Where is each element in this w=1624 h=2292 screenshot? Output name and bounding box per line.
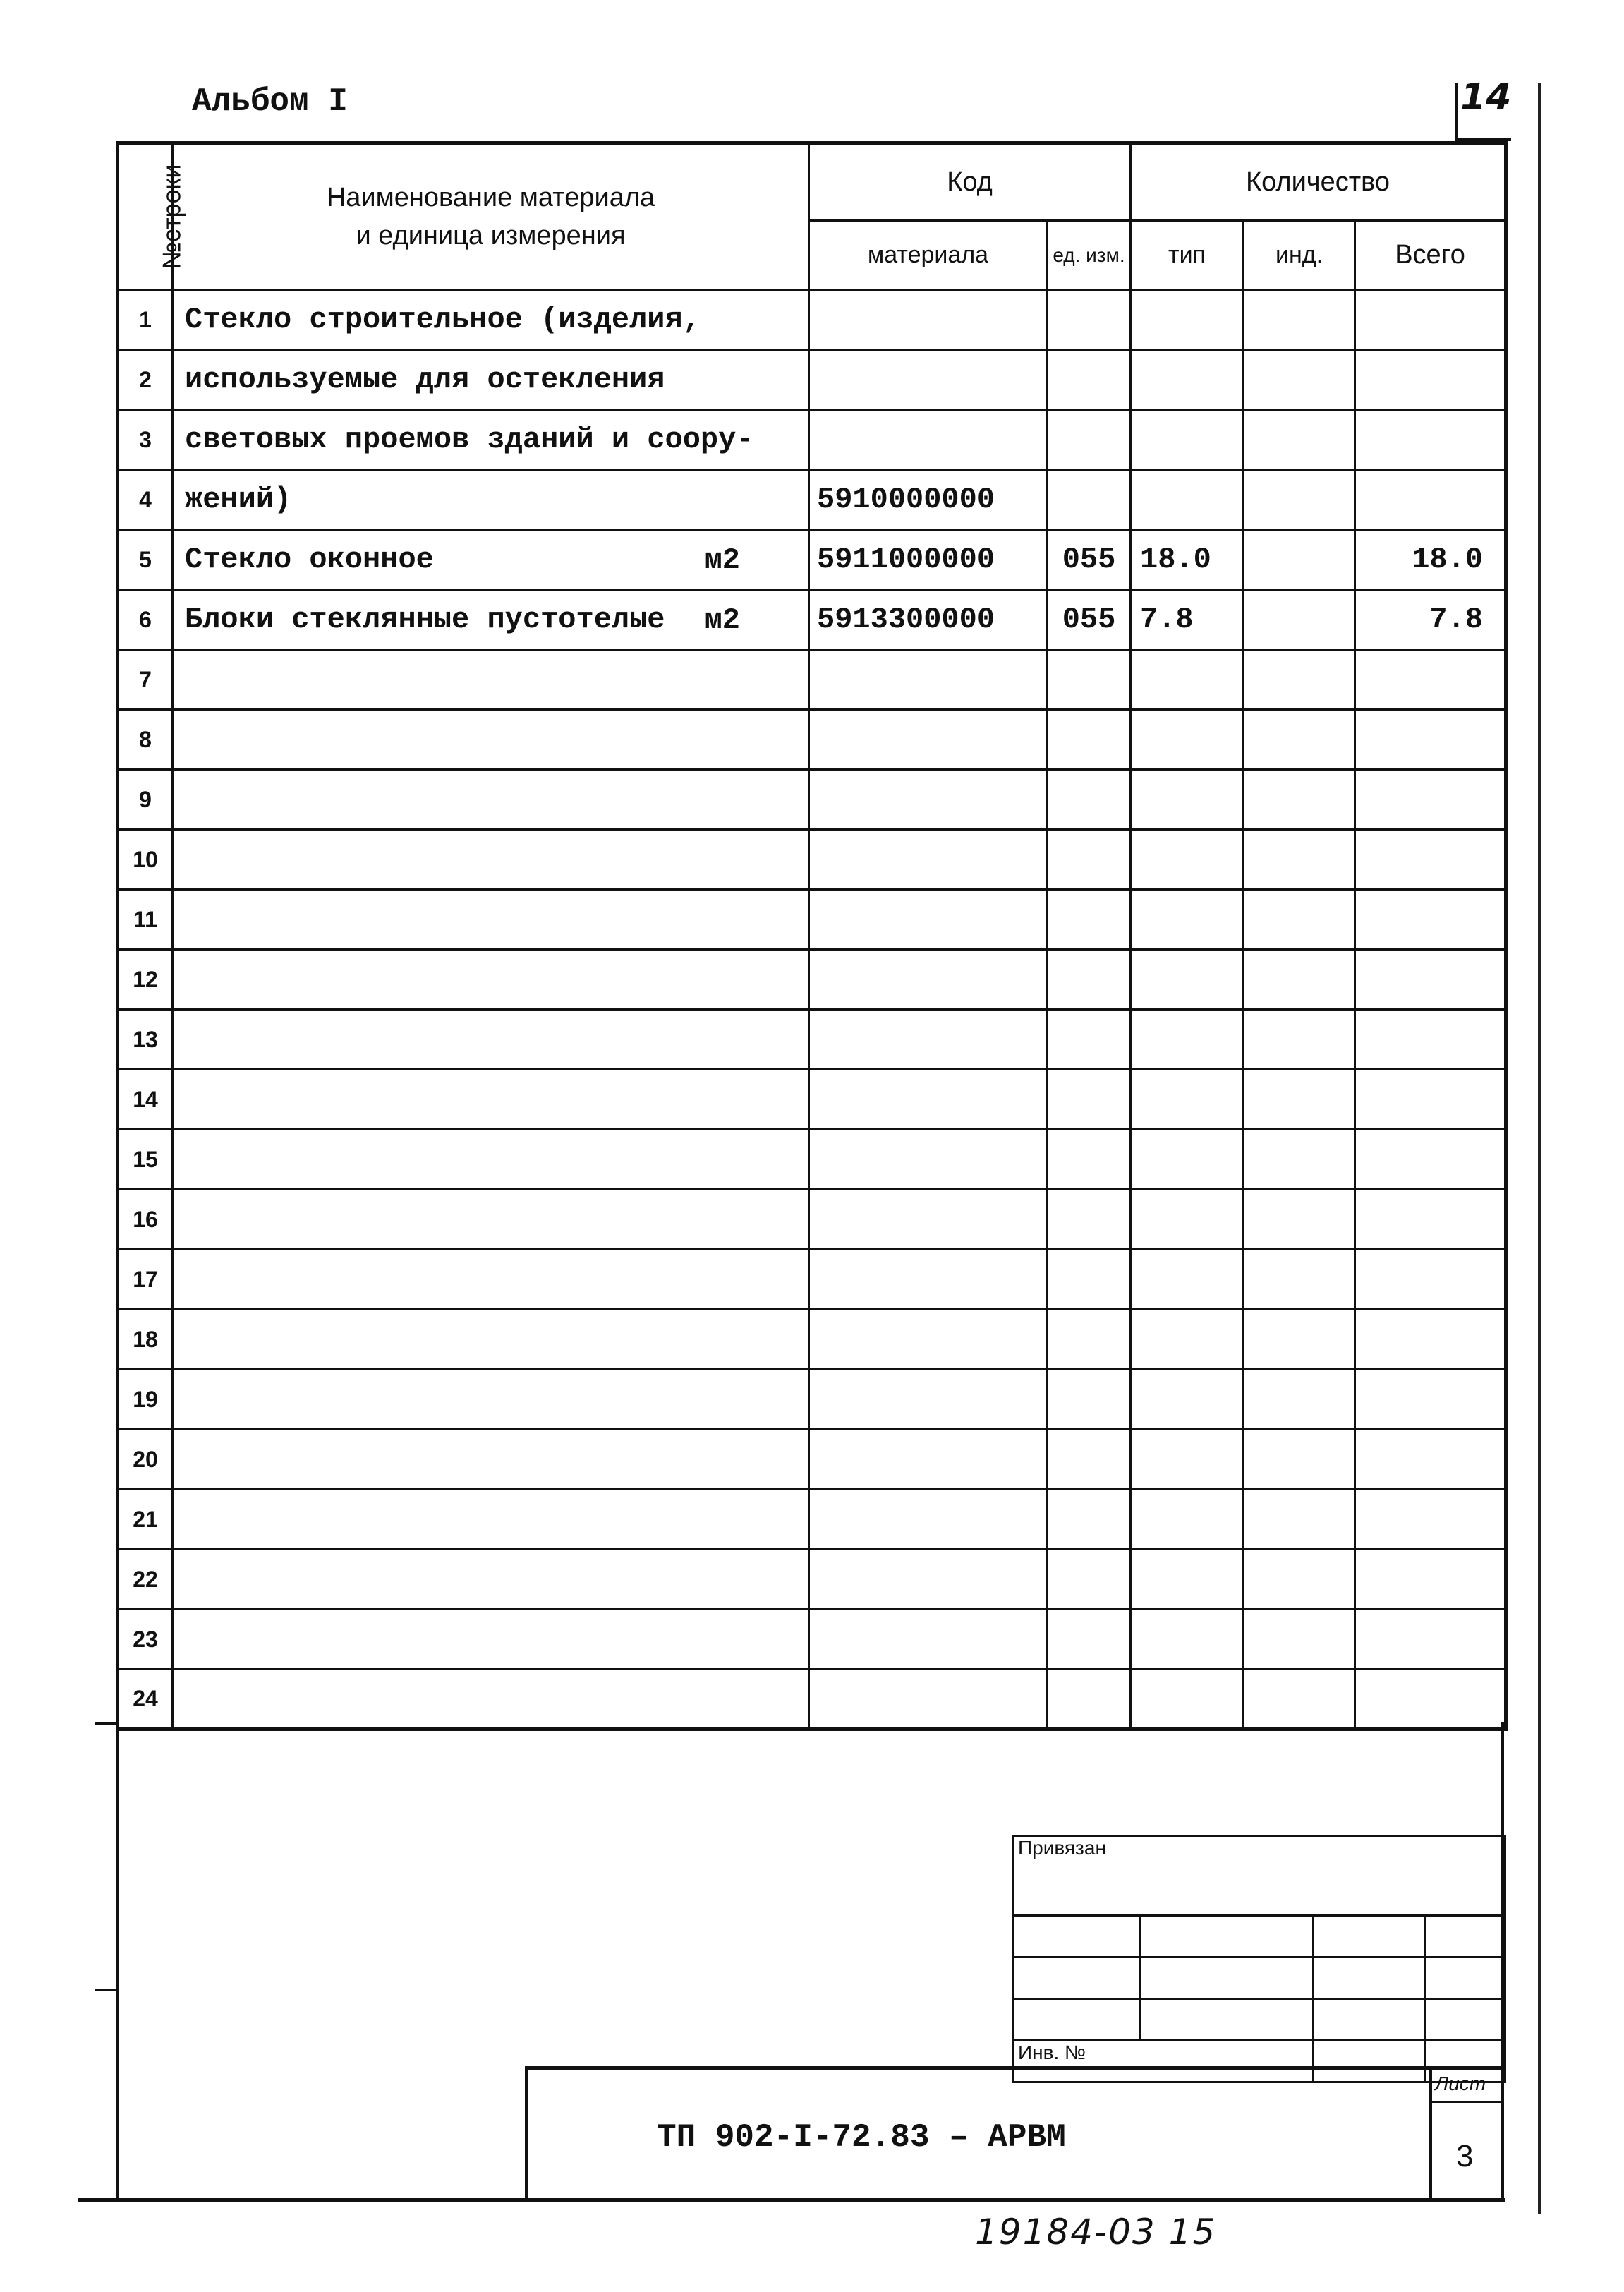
qty-ind-cell — [1244, 1430, 1355, 1490]
qty-total-cell — [1355, 950, 1506, 1010]
row-number-cell: 14 — [118, 1070, 173, 1130]
unit-code-cell — [1048, 950, 1131, 1010]
row-number-cell: 9 — [118, 770, 173, 830]
linked-label: Привязан — [1013, 1836, 1505, 1916]
qty-total-cell — [1355, 830, 1506, 890]
row-number-cell: 8 — [118, 710, 173, 770]
material-code-cell — [809, 890, 1048, 950]
material-code-cell — [809, 650, 1048, 710]
table-row — [118, 1610, 1506, 1670]
frame-line — [116, 1722, 119, 2202]
row-number-cell: 20 — [118, 1430, 173, 1490]
material-code-cell — [809, 830, 1048, 890]
qty-ind-cell — [1244, 590, 1355, 650]
material-code-cell: 5911000000 — [809, 530, 1048, 590]
table-row — [118, 890, 1506, 950]
code-unit-header: ед. изм. — [1048, 221, 1131, 290]
table-row — [118, 530, 1506, 590]
unit-code-cell — [1048, 1610, 1131, 1670]
table-row — [118, 770, 1506, 830]
qty-ind-cell — [1244, 890, 1355, 950]
table-row — [118, 1010, 1506, 1070]
table-row — [118, 1370, 1506, 1430]
table-row — [118, 1070, 1506, 1130]
unit-code-cell — [1048, 1370, 1131, 1430]
qty-type-cell — [1131, 1610, 1244, 1670]
qty-total-cell — [1355, 1430, 1506, 1490]
qty-total-cell — [1355, 470, 1506, 530]
title-block — [525, 2066, 1504, 2202]
unit-code-cell — [1048, 1250, 1131, 1310]
qty-ind-cell — [1244, 710, 1355, 770]
material-code-cell: 5913300000 — [809, 590, 1048, 650]
table-row — [118, 350, 1506, 410]
qty-type-cell — [1131, 1550, 1244, 1610]
qty-type-cell — [1131, 410, 1244, 470]
material-name-cell: жений) — [173, 470, 809, 530]
unit-code-cell — [1048, 650, 1131, 710]
inventory-label: Инв. № — [1013, 2041, 1314, 2082]
binding-mark — [95, 1989, 119, 1991]
row-number-cell: 2 — [118, 350, 173, 410]
album-title: Альбом I — [192, 83, 348, 120]
qty-type-cell — [1131, 890, 1244, 950]
sheet-box — [1429, 2070, 1504, 2202]
qty-type-cell — [1131, 1190, 1244, 1250]
qty-total-cell — [1355, 1370, 1506, 1430]
material-name-cell — [173, 1010, 809, 1070]
row-number-cell: 18 — [118, 1310, 173, 1370]
unit-code-cell — [1048, 1310, 1131, 1370]
table-row — [118, 590, 1506, 650]
quantity-group-header: Количество — [1131, 143, 1506, 221]
qty-total-cell — [1355, 1190, 1506, 1250]
qty-ind-cell — [1244, 530, 1355, 590]
qty-type-cell — [1131, 950, 1244, 1010]
row-number-cell: 15 — [118, 1130, 173, 1190]
qty-type-cell — [1131, 470, 1244, 530]
qty-ind-cell — [1244, 1370, 1355, 1430]
qty-type-cell: 18.0 — [1131, 530, 1244, 590]
binding-mark — [95, 1722, 119, 1725]
unit-code-cell — [1048, 770, 1131, 830]
qty-ind-cell — [1244, 1670, 1355, 1730]
table-row — [118, 1310, 1506, 1370]
qty-type-cell — [1131, 350, 1244, 410]
row-number-cell: 24 — [118, 1670, 173, 1730]
row-number-cell: 12 — [118, 950, 173, 1010]
unit-code-cell — [1048, 290, 1131, 350]
qty-type-cell — [1131, 830, 1244, 890]
qty-total-cell — [1355, 1310, 1506, 1370]
material-code-cell — [809, 1670, 1048, 1730]
qty-ind-cell — [1244, 290, 1355, 350]
row-number-cell: 22 — [118, 1550, 173, 1610]
material-code-cell — [809, 1310, 1048, 1370]
qty-type-cell — [1131, 1070, 1244, 1130]
unit-code-cell — [1048, 1550, 1131, 1610]
qty-type-cell — [1131, 1010, 1244, 1070]
row-number-cell: 6 — [118, 590, 173, 650]
unit-of-measure: м2 — [704, 543, 740, 577]
unit-code-cell — [1048, 410, 1131, 470]
table-row — [118, 830, 1506, 890]
qty-ind-cell — [1244, 1130, 1355, 1190]
qty-total-cell — [1355, 1490, 1506, 1550]
document-code: ТП 902-I-72.83 – АРВМ — [657, 2119, 1066, 2156]
table-row — [118, 290, 1506, 350]
code-group-header: Код — [809, 143, 1131, 221]
unit-code-cell — [1048, 350, 1131, 410]
material-code-cell: 5910000000 — [809, 470, 1048, 530]
qty-ind-cell — [1244, 1310, 1355, 1370]
table-row — [118, 650, 1506, 710]
unit-code-cell — [1048, 1490, 1131, 1550]
qty-total-cell — [1355, 890, 1506, 950]
material-name-cell — [173, 1670, 809, 1730]
code-material-header: материала — [809, 221, 1048, 290]
material-code-cell — [809, 410, 1048, 470]
table-row — [118, 1130, 1506, 1190]
qty-type-cell — [1131, 290, 1244, 350]
unit-code-cell: 055 — [1048, 530, 1131, 590]
qty-total-cell — [1355, 290, 1506, 350]
table-row — [118, 710, 1506, 770]
unit-code-cell — [1048, 710, 1131, 770]
material-code-cell — [809, 1190, 1048, 1250]
material-code-cell — [809, 1610, 1048, 1670]
row-number-cell: 1 — [118, 290, 173, 350]
qty-type-cell — [1131, 1670, 1244, 1730]
qty-type-header: тип — [1131, 221, 1244, 290]
material-name-cell — [173, 1190, 809, 1250]
table-row — [118, 1250, 1506, 1310]
unit-code-cell — [1048, 1010, 1131, 1070]
qty-type-cell — [1131, 1130, 1244, 1190]
material-name-cell — [173, 1370, 809, 1430]
qty-type-cell — [1131, 1490, 1244, 1550]
qty-ind-cell — [1244, 1190, 1355, 1250]
qty-type-cell — [1131, 650, 1244, 710]
row-number-cell: 3 — [118, 410, 173, 470]
sheet-number: 3 — [1456, 2139, 1474, 2173]
qty-total-cell — [1355, 1010, 1506, 1070]
material-name-cell: световых проемов зданий и соору- — [173, 410, 809, 470]
linked-stamp-table — [1012, 1835, 1506, 2083]
qty-ind-cell — [1244, 770, 1355, 830]
unit-code-cell — [1048, 1190, 1131, 1250]
table-row — [118, 470, 1506, 530]
material-name-cell — [173, 1490, 809, 1550]
qty-type-cell — [1131, 770, 1244, 830]
unit-code-cell — [1048, 1130, 1131, 1190]
corner-frame-line — [1455, 83, 1458, 140]
sheet-corner-number: 14 — [1460, 76, 1512, 119]
qty-type-cell — [1131, 1250, 1244, 1310]
row-number-cell: 23 — [118, 1610, 173, 1670]
material-name-cell: Стекло оконное м2 — [173, 530, 809, 590]
material-name-cell — [173, 1130, 809, 1190]
material-name-cell: Стекло строительное (изделия, — [173, 290, 809, 350]
material-specification-table — [116, 141, 1508, 1731]
material-code-cell — [809, 1250, 1048, 1310]
material-name-cell — [173, 950, 809, 1010]
qty-total-cell: 18.0 — [1355, 530, 1506, 590]
row-number-header: №строки — [118, 143, 173, 290]
qty-ind-cell — [1244, 470, 1355, 530]
qty-ind-cell — [1244, 410, 1355, 470]
right-margin-line — [1538, 83, 1541, 2214]
qty-type-cell — [1131, 710, 1244, 770]
material-name-cell — [173, 890, 809, 950]
qty-total-cell — [1355, 650, 1506, 710]
qty-total-cell — [1355, 1130, 1506, 1190]
table-row — [118, 950, 1506, 1010]
qty-type-cell — [1131, 1370, 1244, 1430]
material-name-cell: Блоки стеклянные пустотелые м2 — [173, 590, 809, 650]
qty-type-cell — [1131, 1430, 1244, 1490]
qty-total-cell — [1355, 350, 1506, 410]
row-number-cell: 10 — [118, 830, 173, 890]
sheet-label: Лист — [1435, 2073, 1486, 2094]
material-name-cell — [173, 1610, 809, 1670]
unit-code-cell — [1048, 890, 1131, 950]
material-name-cell — [173, 1550, 809, 1610]
qty-total-cell — [1355, 1610, 1506, 1670]
material-code-cell — [809, 710, 1048, 770]
unit-code-cell — [1048, 470, 1131, 530]
row-number-cell: 7 — [118, 650, 173, 710]
row-number-cell: 5 — [118, 530, 173, 590]
material-name-cell — [173, 710, 809, 770]
qty-ind-cell — [1244, 1490, 1355, 1550]
table-row — [118, 1490, 1506, 1550]
table-row — [118, 1430, 1506, 1490]
material-code-cell — [809, 1550, 1048, 1610]
material-code-cell — [809, 290, 1048, 350]
row-number-cell: 21 — [118, 1490, 173, 1550]
qty-total-cell — [1355, 410, 1506, 470]
row-number-cell: 19 — [118, 1370, 173, 1430]
material-name-cell — [173, 1070, 809, 1130]
qty-total-header: Всего — [1355, 221, 1506, 290]
qty-ind-cell — [1244, 830, 1355, 890]
qty-total-cell — [1355, 710, 1506, 770]
qty-total-cell — [1355, 1250, 1506, 1310]
unit-code-cell — [1048, 830, 1131, 890]
material-name-cell — [173, 650, 809, 710]
material-code-cell — [809, 350, 1048, 410]
unit-code-cell: 055 — [1048, 590, 1131, 650]
qty-ind-cell — [1244, 1070, 1355, 1130]
qty-total-cell — [1355, 1550, 1506, 1610]
unit-of-measure: м2 — [704, 603, 740, 637]
row-number-cell: 17 — [118, 1250, 173, 1310]
qty-total-cell: 7.8 — [1355, 590, 1506, 650]
row-number-cell: 11 — [118, 890, 173, 950]
row-number-cell: 13 — [118, 1010, 173, 1070]
material-name-cell — [173, 1250, 809, 1310]
table-row — [118, 410, 1506, 470]
qty-ind-cell — [1244, 650, 1355, 710]
material-code-cell — [809, 1370, 1048, 1430]
row-number-cell: 4 — [118, 470, 173, 530]
table-row — [118, 1550, 1506, 1610]
qty-ind-cell — [1244, 1250, 1355, 1310]
qty-ind-cell — [1244, 950, 1355, 1010]
qty-type-cell — [1131, 1310, 1244, 1370]
unit-code-cell — [1048, 1070, 1131, 1130]
table-row — [118, 1190, 1506, 1250]
qty-ind-cell — [1244, 1610, 1355, 1670]
material-code-cell — [809, 1070, 1048, 1130]
handwritten-inventory-number: 19184-03 15 — [975, 2212, 1217, 2252]
unit-code-cell — [1048, 1670, 1131, 1730]
material-code-cell — [809, 770, 1048, 830]
qty-ind-cell — [1244, 1010, 1355, 1070]
table-row — [118, 1670, 1506, 1730]
unit-code-cell — [1048, 1430, 1131, 1490]
material-name-cell — [173, 1430, 809, 1490]
material-name-cell — [173, 1310, 809, 1370]
row-number-cell: 16 — [118, 1190, 173, 1250]
material-code-cell — [809, 1130, 1048, 1190]
qty-type-cell: 7.8 — [1131, 590, 1244, 650]
qty-ind-header: инд. — [1244, 221, 1355, 290]
material-name-cell — [173, 830, 809, 890]
material-code-cell — [809, 1010, 1048, 1070]
material-code-cell — [809, 1490, 1048, 1550]
sheet-divider — [1432, 2101, 1504, 2103]
material-code-cell — [809, 1430, 1048, 1490]
material-code-cell — [809, 950, 1048, 1010]
material-name-cell — [173, 770, 809, 830]
material-name-cell: используемые для остекления — [173, 350, 809, 410]
qty-total-cell — [1355, 1670, 1506, 1730]
qty-total-cell — [1355, 770, 1506, 830]
material-name-header: Наименование материала и единица измерения — [173, 143, 809, 290]
qty-ind-cell — [1244, 350, 1355, 410]
qty-ind-cell — [1244, 1550, 1355, 1610]
qty-total-cell — [1355, 1070, 1506, 1130]
